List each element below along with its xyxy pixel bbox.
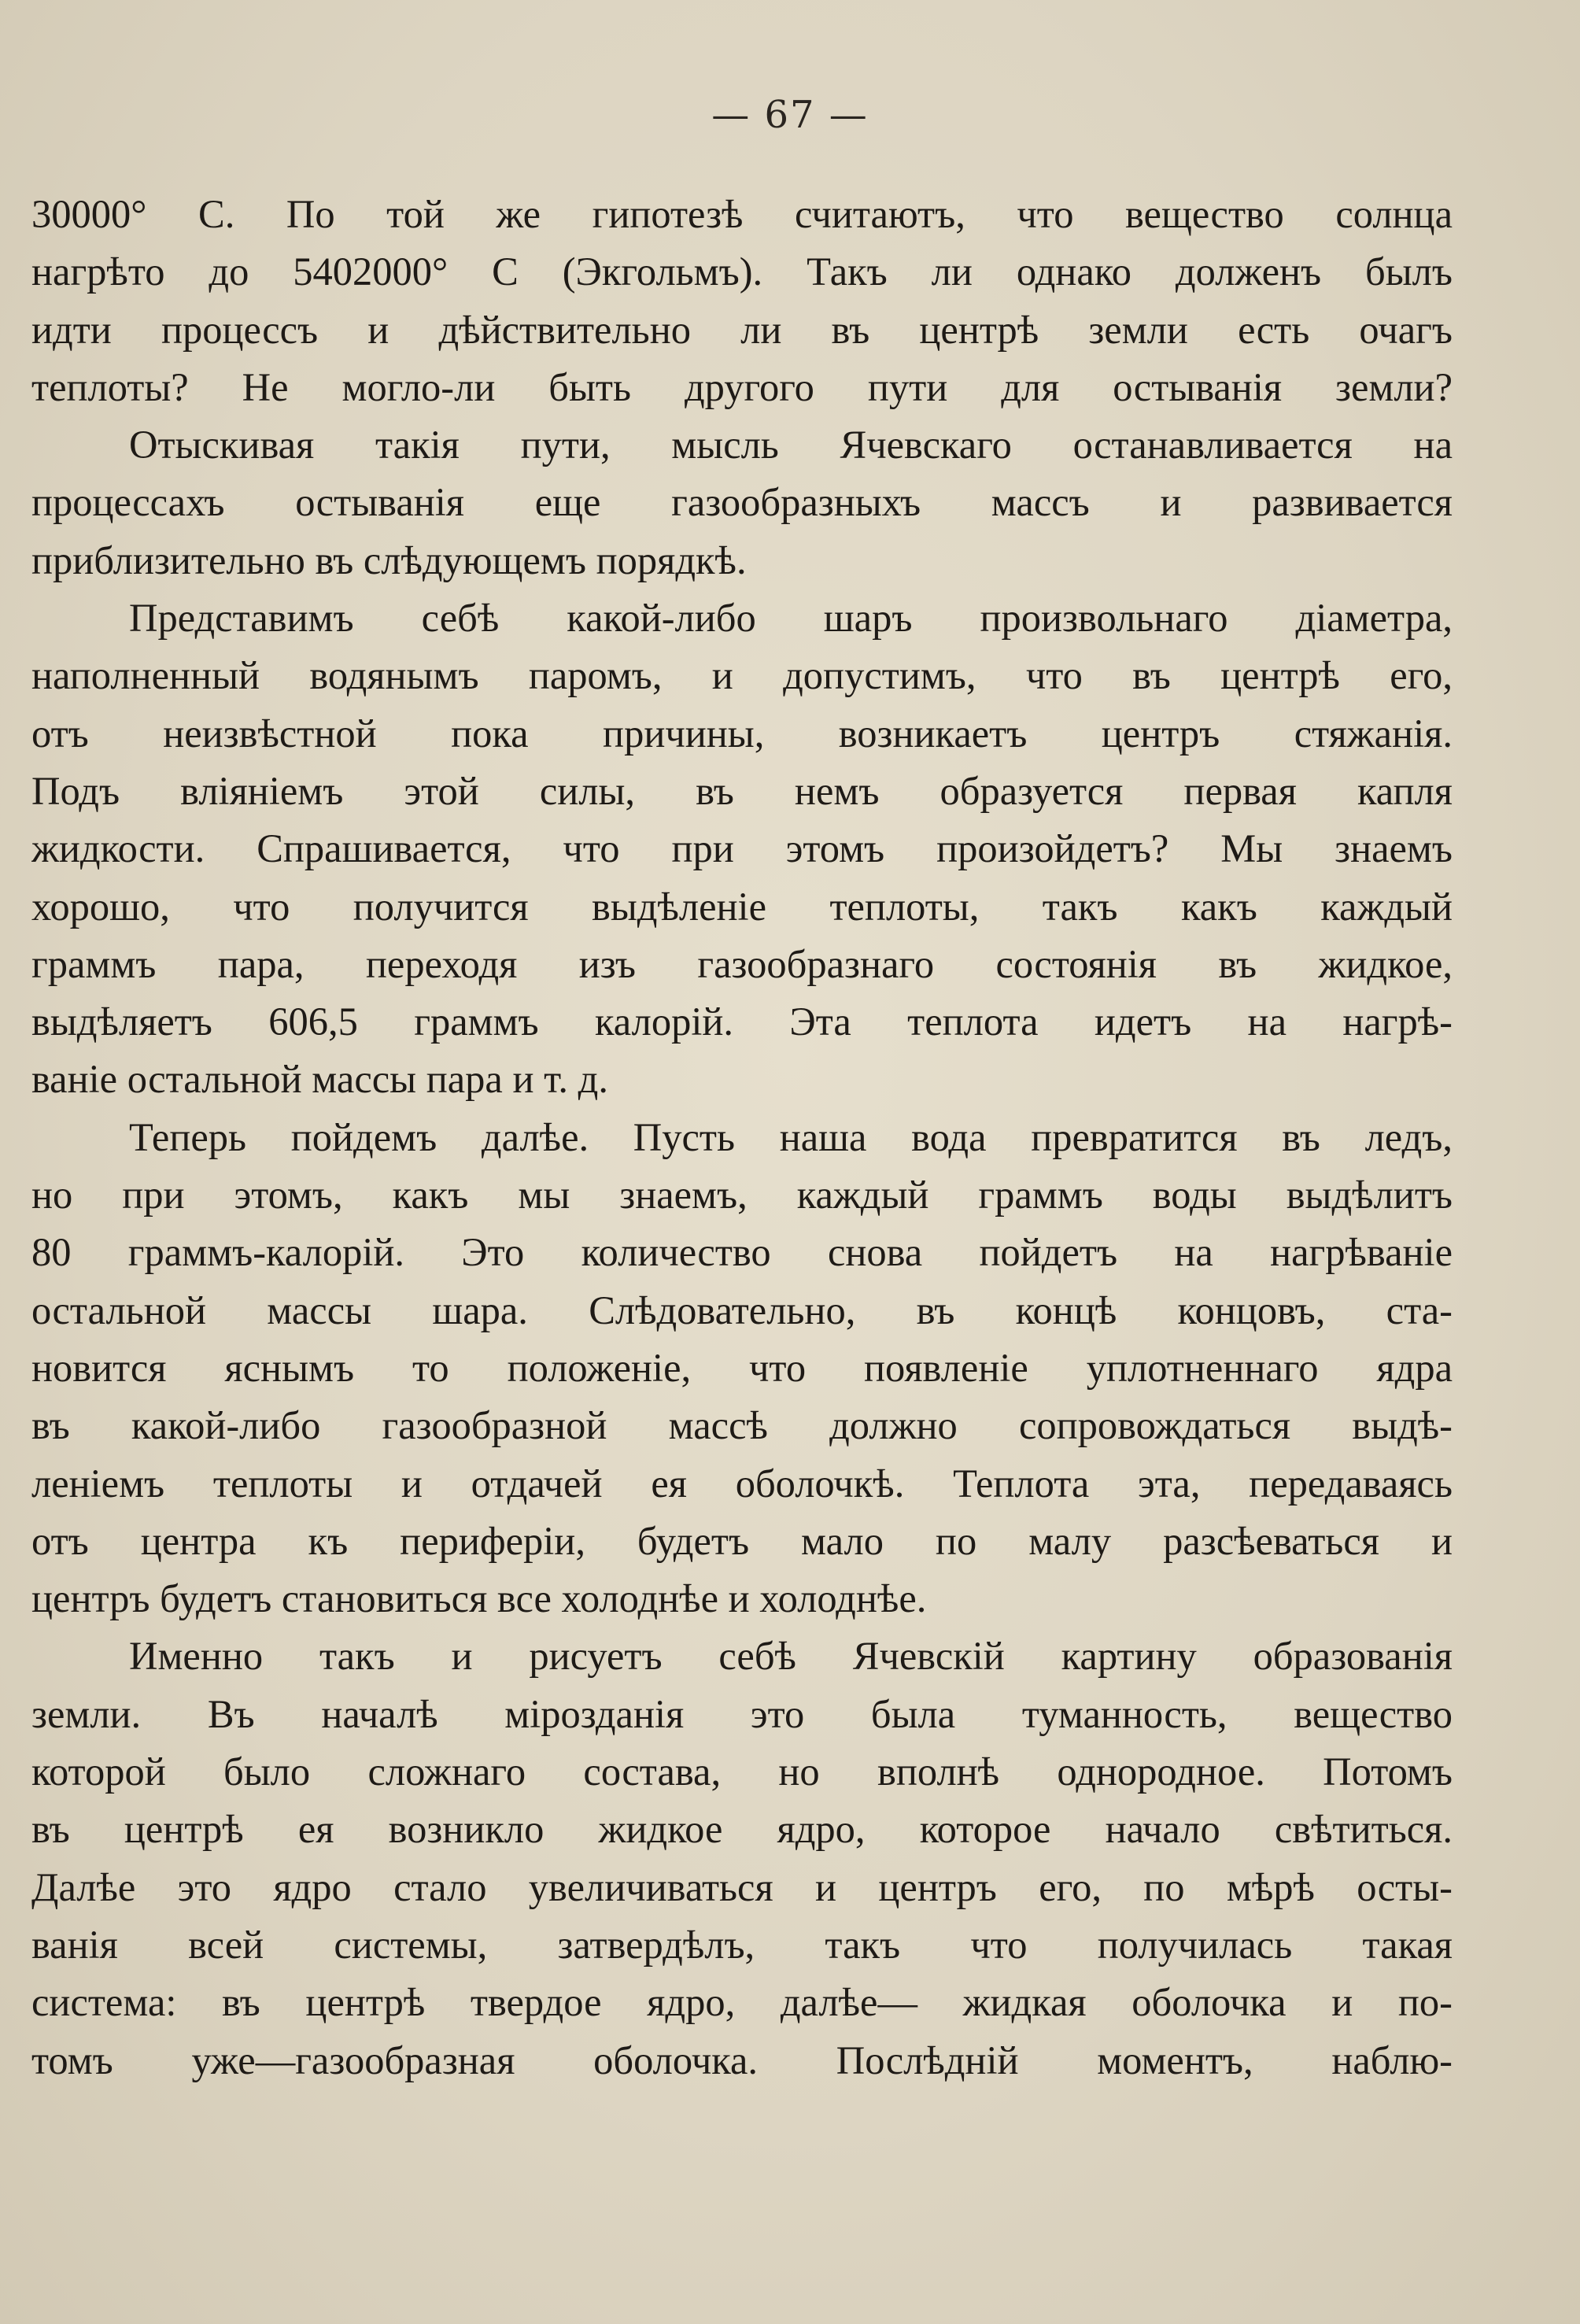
text-line: выдѣляетъ 606,5 граммъ калорій. Эта теплота идетъ на нагрѣ- — [31, 999, 1453, 1044]
paragraph — [31, 1109, 1453, 1628]
text-line: Именно такъ и рисуетъ себѣ Ячевскій картину образованія — [129, 1634, 1453, 1679]
text-line: ваніе остальной массы пара и т. д. — [31, 1057, 608, 1102]
text-line: остальной массы шара. Слѣдовательно, въ концѣ концовъ, ста- — [31, 1288, 1453, 1332]
text-line: 80 граммъ-калорій. Это количество снова пойдетъ на нагрѣваніе — [31, 1230, 1453, 1275]
text-line: приблизительно въ слѣдующемъ порядкѣ. — [31, 538, 747, 582]
text-line: отъ неизвѣстной пока причины, возникаетъ центръ стяжанія. — [31, 711, 1453, 756]
paragraph — [31, 186, 1453, 416]
text-line: Представимъ себѣ какой-либо шаръ произвольнаго діаметра, — [129, 596, 1453, 641]
text-line: въ какой-либо газообразной массѣ должно сопровождаться выдѣ- — [31, 1403, 1453, 1448]
text-line: Теперь пойдемъ далѣе. Пусть наша вода превратится въ ледъ, — [129, 1114, 1453, 1159]
text-line: 30000° С. По той же гипотезѣ считаютъ, что вещество солнца — [31, 192, 1453, 236]
text-line: новится яснымъ то положеніе, что появленіе уплотненнаго ядра — [31, 1345, 1453, 1390]
text-line: въ центрѣ ея возникло жидкое ядро, которое начало свѣтиться. — [31, 1807, 1453, 1852]
text-line: отъ центра къ периферіи, будетъ мало по малу разсѣеваться и — [31, 1518, 1453, 1563]
paragraph — [31, 589, 1453, 1109]
paragraph — [31, 1628, 1453, 2089]
text-line: теплоты? Не могло-ли быть другого пути для остыванія земли? — [31, 364, 1453, 409]
text-line: но при этомъ, какъ мы знаемъ, каждый граммъ воды выдѣлитъ — [31, 1173, 1453, 1217]
text-line: леніемъ теплоты и отдачей ея оболочкѣ. Теплота эта, передаваясь — [31, 1461, 1453, 1506]
text-line: процессахъ остыванія еще газообразныхъ массъ и развивается — [31, 480, 1453, 525]
text-line: граммъ пара, переходя изъ газообразнаго состоянія въ жидкое, — [31, 941, 1453, 986]
text-line: идти процессъ и дѣйствительно ли въ центрѣ земли есть очагъ — [31, 307, 1453, 352]
text-line: хорошо, что получится выдѣленіе теплоты, такъ какъ каждый — [31, 884, 1453, 929]
page-number: — 67 — — [711, 93, 869, 137]
text-line: система: въ центрѣ твердое ядро, далѣе— жидкая оболочка и по- — [31, 1980, 1453, 2025]
text-line: Далѣе это ядро стало увеличиваться и центръ его, по мѣрѣ осты- — [31, 1864, 1453, 1909]
body-text — [31, 186, 1453, 2089]
text-line: наполненный водянымъ паромъ, и допустимъ, что въ центрѣ его, — [31, 653, 1453, 698]
text-line: земли. Въ началѣ мірозданія это была туманность, вещество — [31, 1691, 1453, 1736]
text-line: жидкости. Спрашивается, что при этомъ произойдетъ? Мы знаемъ — [31, 826, 1453, 871]
text-line: Подъ вліяніемъ этой силы, въ немъ образуется первая капля — [31, 768, 1453, 813]
text-line: ванія всей системы, затвердѣлъ, такъ что получилась такая — [31, 1922, 1453, 1967]
text-line: которой было сложнаго состава, но вполнѣ однородное. Потомъ — [31, 1749, 1453, 1794]
paragraph — [31, 416, 1453, 589]
text-line: томъ уже—газообразная оболочка. Послѣдній моментъ, наблю- — [31, 2038, 1453, 2082]
text-line: центръ будетъ становиться все холоднѣе и холоднѣе. — [31, 1576, 927, 1621]
text-line: Отыскивая такія пути, мысль Ячевскаго останавливается на — [129, 423, 1453, 467]
text-line: нагрѣто до 5402000° С (Экгольмъ). Такъ ли однако долженъ былъ — [31, 249, 1453, 294]
